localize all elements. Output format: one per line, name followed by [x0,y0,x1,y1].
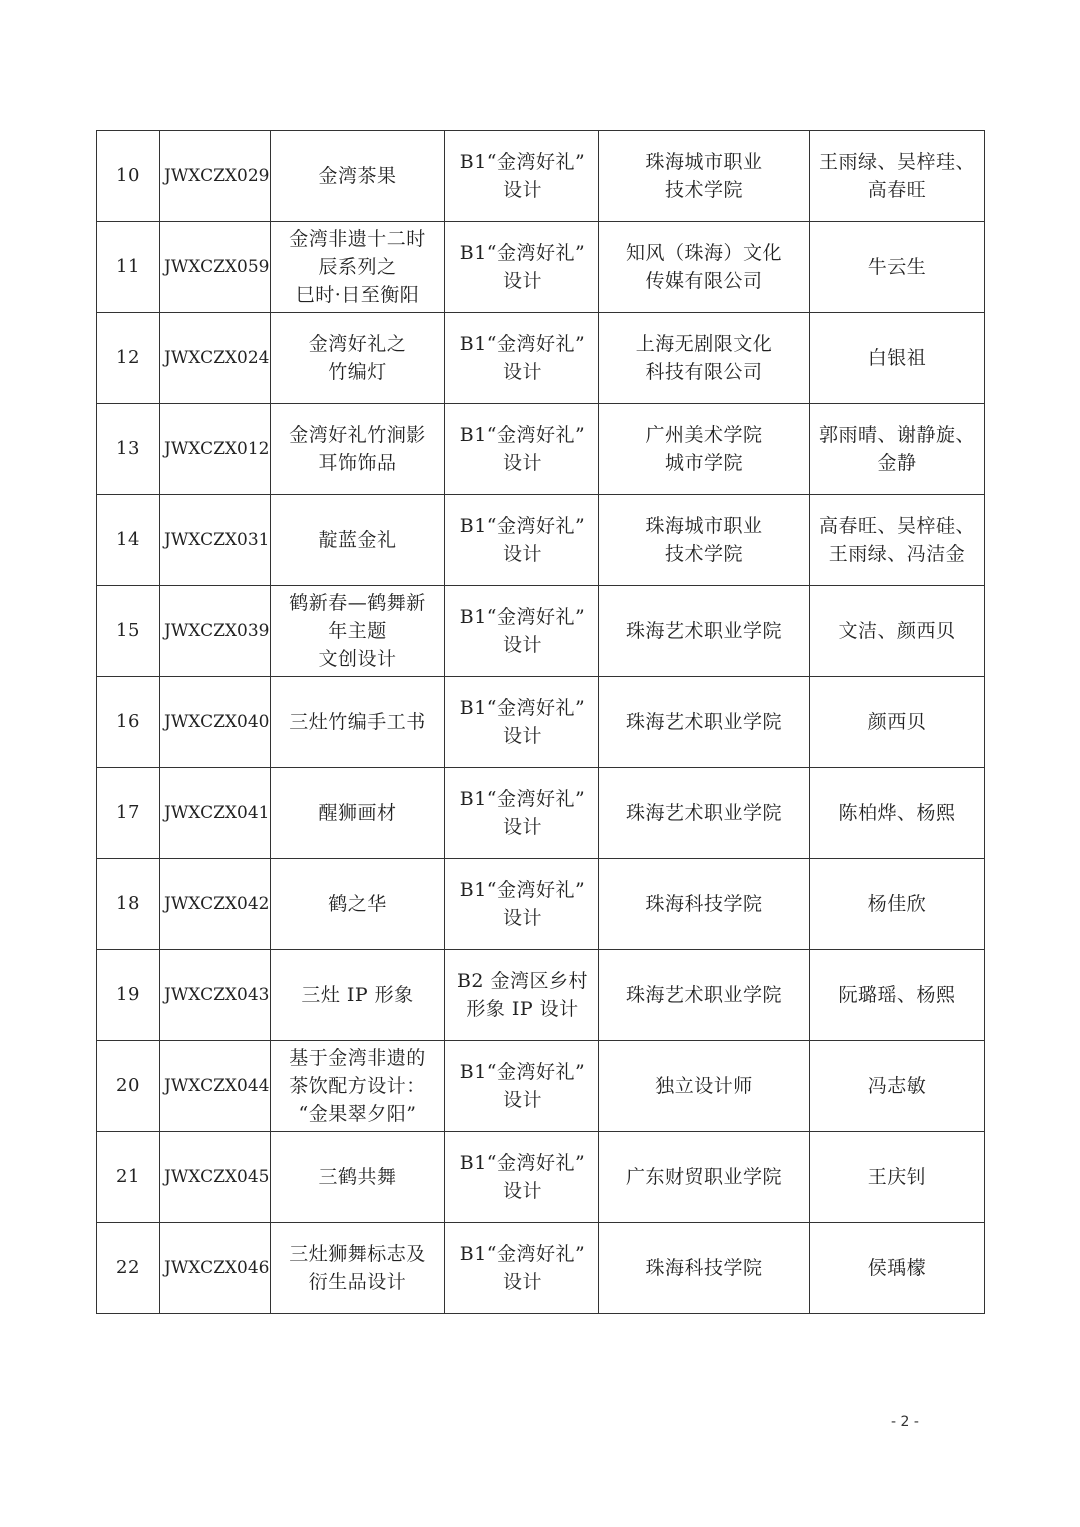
awards-table [96,130,985,1314]
authors: 郭雨晴、谢静旋、 金静 [810,404,985,495]
authors: 王庆钊 [810,1132,985,1223]
work-title: 金湾好礼竹涧影 耳饰饰品 [271,404,445,495]
row-number: 10 [97,131,160,222]
entry-code: JWXCZX041 [160,768,271,859]
entry-code: JWXCZX040 [160,677,271,768]
entry-code: JWXCZX029 [160,131,271,222]
row-number: 11 [97,222,160,313]
organization: 珠海艺术职业学院 [599,586,810,677]
organization: 珠海艺术职业学院 [599,768,810,859]
category: B1“金湾好礼” 设计 [445,222,599,313]
work-title: 鹤之华 [271,859,445,950]
category: B1“金湾好礼” 设计 [445,1223,599,1314]
table-row [97,1223,985,1314]
entry-code: JWXCZX042 [160,859,271,950]
row-number: 15 [97,586,160,677]
entry-code: JWXCZX059 [160,222,271,313]
authors: 牛云生 [810,222,985,313]
category: B1“金湾好礼” 设计 [445,859,599,950]
organization: 珠海艺术职业学院 [599,950,810,1041]
page-number: - 2 - [891,1414,919,1430]
authors: 阮璐瑶、杨熙 [810,950,985,1041]
table-row [97,131,985,222]
organization: 独立设计师 [599,1041,810,1132]
table-row [97,677,985,768]
table-row [97,404,985,495]
row-number: 22 [97,1223,160,1314]
authors: 白银祖 [810,313,985,404]
table-row [97,950,985,1041]
work-title: 醒狮画材 [271,768,445,859]
work-title: 三鹤共舞 [271,1132,445,1223]
table-row [97,859,985,950]
row-number: 21 [97,1132,160,1223]
row-number: 18 [97,859,160,950]
authors: 高春旺、吴梓硅、 王雨绿、冯洁金 [810,495,985,586]
work-title: 靛蓝金礼 [271,495,445,586]
work-title: 金湾茶果 [271,131,445,222]
entry-code: JWXCZX044 [160,1041,271,1132]
work-title: 金湾非遗十二时 辰系列之 巳时·日至衡阳 [271,222,445,313]
category: B1“金湾好礼” 设计 [445,404,599,495]
table-row [97,495,985,586]
entry-code: JWXCZX024 [160,313,271,404]
organization: 珠海科技学院 [599,859,810,950]
authors: 杨佳欣 [810,859,985,950]
table-body [97,131,985,1314]
category: B1“金湾好礼” 设计 [445,768,599,859]
row-number: 12 [97,313,160,404]
authors: 文洁、颜西贝 [810,586,985,677]
row-number: 14 [97,495,160,586]
category: B1“金湾好礼” 设计 [445,313,599,404]
work-title: 三灶竹编手工书 [271,677,445,768]
category: B2 金湾区乡村 形象 IP 设计 [445,950,599,1041]
authors: 颜西贝 [810,677,985,768]
entry-code: JWXCZX046 [160,1223,271,1314]
category: B1“金湾好礼” 设计 [445,586,599,677]
table-row [97,768,985,859]
table-row [97,586,985,677]
authors: 王雨绿、吴梓珪、 高春旺 [810,131,985,222]
organization: 广东财贸职业学院 [599,1132,810,1223]
table-row [97,313,985,404]
row-number: 17 [97,768,160,859]
work-title: 鹤新春—鹤舞新 年主题 文创设计 [271,586,445,677]
row-number: 19 [97,950,160,1041]
work-title: 金湾好礼之 竹编灯 [271,313,445,404]
row-number: 16 [97,677,160,768]
organization: 珠海城市职业 技术学院 [599,131,810,222]
entry-code: JWXCZX012 [160,404,271,495]
organization: 广州美术学院 城市学院 [599,404,810,495]
table-row [97,1132,985,1223]
category: B1“金湾好礼” 设计 [445,495,599,586]
work-title: 三灶狮舞标志及 衍生品设计 [271,1223,445,1314]
organization: 珠海城市职业 技术学院 [599,495,810,586]
work-title: 三灶 IP 形象 [271,950,445,1041]
category: B1“金湾好礼” 设计 [445,1041,599,1132]
category: B1“金湾好礼” 设计 [445,1132,599,1223]
work-title: 基于金湾非遗的 茶饮配方设计： “金果翠夕阳” [271,1041,445,1132]
organization: 知风（珠海）文化 传媒有限公司 [599,222,810,313]
entry-code: JWXCZX031 [160,495,271,586]
category: B1“金湾好礼” 设计 [445,677,599,768]
organization: 珠海科技学院 [599,1223,810,1314]
authors: 陈柏烨、杨熙 [810,768,985,859]
row-number: 13 [97,404,160,495]
organization: 珠海艺术职业学院 [599,677,810,768]
entry-code: JWXCZX043 [160,950,271,1041]
row-number: 20 [97,1041,160,1132]
organization: 上海无剧限文化 科技有限公司 [599,313,810,404]
category: B1“金湾好礼” 设计 [445,131,599,222]
entry-code: JWXCZX039 [160,586,271,677]
table-row [97,222,985,313]
authors: 侯瑀檬 [810,1223,985,1314]
authors: 冯志敏 [810,1041,985,1132]
table-row [97,1041,985,1132]
entry-code: JWXCZX045 [160,1132,271,1223]
